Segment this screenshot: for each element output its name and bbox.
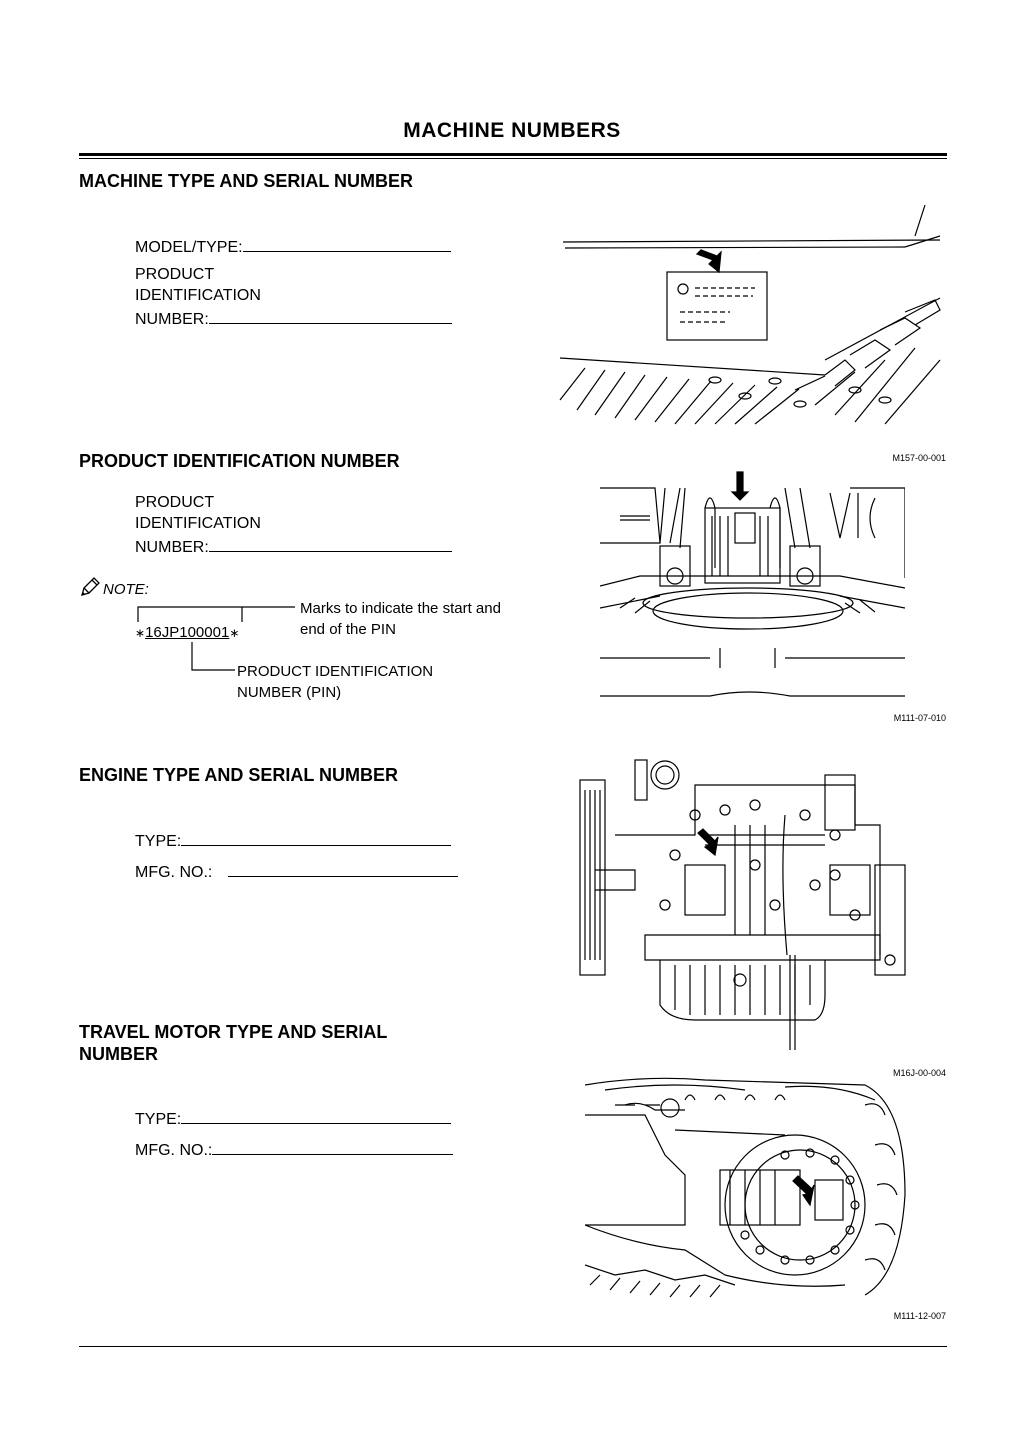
model-type-blank [243,234,451,252]
travel-mfg-field [135,1137,453,1161]
title-rule-thick [79,153,947,156]
travel-type-field [135,1106,451,1130]
model-type-label: MODEL/TYPE: [135,239,243,256]
footer-rule [79,1346,947,1347]
pin-end-mark: ∗ [229,626,240,640]
engine-type-blank [181,828,451,846]
section-title-travel [79,1021,387,1065]
travel-mfg-blank [212,1137,453,1155]
example-pin-number: 16JP100001 [145,624,230,641]
pin-location-figure [600,468,905,700]
pin-start-mark: ∗ [135,626,146,640]
machine-pin-blank [209,306,452,324]
marks-caption [300,598,501,640]
figure-ref-engine: M16J-00-004 [892,1068,946,1078]
travel-type-blank [181,1106,451,1124]
pin-blank [209,534,452,552]
machine-pin-field [135,264,452,330]
machine-plate-figure [555,200,947,430]
pin-caption-l2: NUMBER (PIN) [237,684,342,701]
example-pin [135,622,239,644]
engine-mfg-field [135,859,458,883]
engine-mfg-blank [228,859,458,877]
page-title: MACHINE NUMBERS [403,119,621,142]
note-label: NOTE: [103,581,149,598]
pin-caption-l1: PRODUCT IDENTIFICATION [237,663,434,680]
travel-title-l1: TRAVEL MOTOR TYPE AND SERIAL [79,1022,388,1042]
travel-title-l2: NUMBER [79,1044,158,1064]
pin-label-l3: NUMBER: [135,539,209,556]
figure-ref-machine: M157-00-001 [892,453,946,463]
machine-pin-label-l3: NUMBER: [135,311,209,328]
pencil-note-icon [79,576,101,598]
engine-type-field [135,828,451,852]
engine-figure [575,755,915,1055]
pin-label-l1: PRODUCT [135,494,215,511]
pin-field [135,492,452,558]
model-type-field [135,234,451,258]
travel-type-label: TYPE: [135,1111,182,1128]
engine-type-label: TYPE: [135,833,182,850]
figure-ref-pin: M111-07-010 [893,713,946,723]
machine-pin-label-l1: PRODUCT [135,266,215,283]
travel-mfg-label: MFG. NO.: [135,1142,213,1159]
marks-caption-l2: end of the PIN [300,621,396,638]
title-rule-thin [79,158,947,159]
marks-caption-l1: Marks to indicate the start and [300,600,501,617]
travel-motor-figure [585,1075,910,1300]
figure-ref-travel: M111-12-007 [893,1311,946,1321]
pin-caption [237,661,433,703]
section-title-engine: ENGINE TYPE AND SERIAL NUMBER [79,765,399,785]
section-title-machine: MACHINE TYPE AND SERIAL NUMBER [79,171,414,191]
engine-mfg-label: MFG. NO.: [135,864,213,881]
machine-pin-label-l2: IDENTIFICATION [135,287,261,304]
section-title-pin: PRODUCT IDENTIFICATION NUMBER [79,451,400,471]
pin-label-l2: IDENTIFICATION [135,515,261,532]
